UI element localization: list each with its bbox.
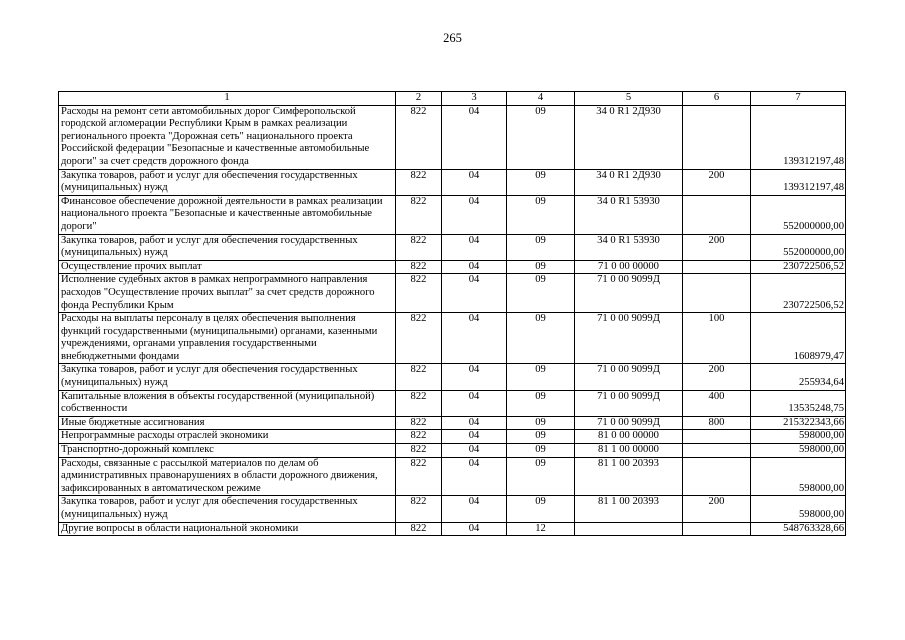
table-row (59, 522, 846, 536)
expense-type-cell (683, 444, 751, 458)
expense-type-cell: 200 (683, 496, 751, 522)
grbs-code-cell: 822 (396, 457, 442, 496)
grbs-code-cell: 822 (396, 522, 442, 536)
expense-type-cell (683, 195, 751, 234)
target-article-cell: 81 0 00 00000 (575, 430, 683, 444)
amount-cell: 598000,00 (751, 496, 846, 522)
expense-type-cell: 100 (683, 313, 751, 364)
table-row (59, 457, 846, 496)
grbs-code-cell: 822 (396, 390, 442, 416)
target-article-cell: 71 0 00 00000 (575, 260, 683, 274)
subsection-code-cell: 09 (507, 364, 575, 390)
target-article-cell: 81 1 00 20393 (575, 457, 683, 496)
table-row (59, 313, 846, 364)
expense-type-cell (683, 274, 751, 313)
expense-type-cell (683, 260, 751, 274)
header-cell: 7 (751, 92, 846, 106)
subsection-code-cell: 09 (507, 496, 575, 522)
table-row (59, 416, 846, 430)
section-code-cell: 04 (442, 169, 507, 195)
subsection-code-cell: 09 (507, 234, 575, 260)
subsection-code-cell: 12 (507, 522, 575, 536)
target-article-cell: 71 0 00 9099Д (575, 416, 683, 430)
amount-cell: 215322343,66 (751, 416, 846, 430)
target-article-cell: 71 0 00 9099Д (575, 313, 683, 364)
section-code-cell: 04 (442, 522, 507, 536)
item-name-cell: Исполнение судебных актов в рамках непрограммного направления расходов "Осуществление прочих выплат" за счет средств дорожного фонда Республики Крым (59, 274, 396, 313)
target-article-cell: 34 0 R1 53930 (575, 195, 683, 234)
expense-type-cell: 800 (683, 416, 751, 430)
amount-cell: 1608979,47 (751, 313, 846, 364)
amount-cell: 230722506,52 (751, 274, 846, 313)
subsection-code-cell: 09 (507, 313, 575, 364)
grbs-code-cell: 822 (396, 416, 442, 430)
subsection-code-cell: 09 (507, 195, 575, 234)
expense-type-cell: 200 (683, 234, 751, 260)
item-name-cell: Расходы на ремонт сети автомобильных дорог Симферопольской городской агломерации Республики Крым в рамках реализации регионального проекта "Дорожная сеть" национального проекта Российской федерации "Безопасные и качественные автомобильные дороги" за счет средств дорожного фонда (59, 105, 396, 169)
item-name-cell: Осуществление прочих выплат (59, 260, 396, 274)
grbs-code-cell: 822 (396, 169, 442, 195)
section-code-cell: 04 (442, 430, 507, 444)
header-row (59, 92, 846, 106)
grbs-code-cell: 822 (396, 430, 442, 444)
subsection-code-cell: 09 (507, 390, 575, 416)
target-article-cell: 34 0 R1 53930 (575, 234, 683, 260)
target-article-cell: 81 1 00 20393 (575, 496, 683, 522)
section-code-cell: 04 (442, 390, 507, 416)
section-code-cell: 04 (442, 496, 507, 522)
section-code-cell: 04 (442, 274, 507, 313)
section-code-cell: 04 (442, 234, 507, 260)
section-code-cell: 04 (442, 444, 507, 458)
expense-type-cell (683, 105, 751, 169)
budget-table (58, 91, 846, 536)
subsection-code-cell: 09 (507, 444, 575, 458)
grbs-code-cell: 822 (396, 496, 442, 522)
amount-cell: 548763328,66 (751, 522, 846, 536)
subsection-code-cell: 09 (507, 430, 575, 444)
page-number: 265 (443, 31, 462, 45)
item-name-cell: Расходы, связанные с рассылкой материалов по делам об административных правонарушениях в области дорожного движения, зафиксированных в автоматическом режиме (59, 457, 396, 496)
amount-cell: 139312197,48 (751, 169, 846, 195)
item-name-cell: Закупка товаров, работ и услуг для обеспечения государственных (муниципальных) нужд (59, 169, 396, 195)
item-name-cell: Иные бюджетные ассигнования (59, 416, 396, 430)
item-name-cell: Другие вопросы в области национальной экономики (59, 522, 396, 536)
subsection-code-cell: 09 (507, 457, 575, 496)
grbs-code-cell: 822 (396, 105, 442, 169)
amount-cell: 598000,00 (751, 444, 846, 458)
amount-cell: 139312197,48 (751, 105, 846, 169)
subsection-code-cell: 09 (507, 169, 575, 195)
subsection-code-cell: 09 (507, 416, 575, 430)
header-cell: 6 (683, 92, 751, 106)
section-code-cell: 04 (442, 364, 507, 390)
table-row (59, 430, 846, 444)
table-row (59, 234, 846, 260)
item-name-cell: Расходы на выплаты персоналу в целях обеспечения выполнения функций государственными (муниципальными) органами, казенными учреждениями, органами управления государственными внебюджетными фондами (59, 313, 396, 364)
grbs-code-cell: 822 (396, 195, 442, 234)
target-article-cell: 71 0 00 9099Д (575, 274, 683, 313)
grbs-code-cell: 822 (396, 444, 442, 458)
expense-type-cell (683, 430, 751, 444)
item-name-cell: Транспортно-дорожный комплекс (59, 444, 396, 458)
section-code-cell: 04 (442, 416, 507, 430)
table-row (59, 260, 846, 274)
item-name-cell: Капитальные вложения в объекты государственной (муниципальной) собственности (59, 390, 396, 416)
section-code-cell: 04 (442, 195, 507, 234)
section-code-cell: 04 (442, 260, 507, 274)
header-cell: 3 (442, 92, 507, 106)
expense-type-cell: 400 (683, 390, 751, 416)
amount-cell: 552000000,00 (751, 195, 846, 234)
grbs-code-cell: 822 (396, 313, 442, 364)
item-name-cell: Закупка товаров, работ и услуг для обеспечения государственных (муниципальных) нужд (59, 234, 396, 260)
target-article-cell: 34 0 R1 2Д930 (575, 105, 683, 169)
section-code-cell: 04 (442, 457, 507, 496)
amount-cell: 230722506,52 (751, 260, 846, 274)
table-row (59, 105, 846, 169)
table-row (59, 195, 846, 234)
grbs-code-cell: 822 (396, 260, 442, 274)
target-article-cell: 34 0 R1 2Д930 (575, 169, 683, 195)
table-row (59, 169, 846, 195)
table-row (59, 364, 846, 390)
expense-type-cell: 200 (683, 169, 751, 195)
target-article-cell: 71 0 00 9099Д (575, 390, 683, 416)
item-name-cell: Финансовое обеспечение дорожной деятельности в рамках реализации национального проекта "Безопасные и качественные автомобильные дороги" (59, 195, 396, 234)
table-row (59, 274, 846, 313)
header-cell: 2 (396, 92, 442, 106)
target-article-cell (575, 522, 683, 536)
amount-cell: 598000,00 (751, 430, 846, 444)
amount-cell: 552000000,00 (751, 234, 846, 260)
table-row (59, 390, 846, 416)
section-code-cell: 04 (442, 313, 507, 364)
expense-type-cell: 200 (683, 364, 751, 390)
subsection-code-cell: 09 (507, 105, 575, 169)
amount-cell: 13535248,75 (751, 390, 846, 416)
grbs-code-cell: 822 (396, 234, 442, 260)
expense-type-cell (683, 522, 751, 536)
header-cell: 4 (507, 92, 575, 106)
header-cell: 1 (59, 92, 396, 106)
target-article-cell: 71 0 00 9099Д (575, 364, 683, 390)
expense-type-cell (683, 457, 751, 496)
amount-cell: 598000,00 (751, 457, 846, 496)
table-row (59, 496, 846, 522)
grbs-code-cell: 822 (396, 364, 442, 390)
item-name-cell: Закупка товаров, работ и услуг для обеспечения государственных (муниципальных) нужд (59, 364, 396, 390)
subsection-code-cell: 09 (507, 260, 575, 274)
header-cell: 5 (575, 92, 683, 106)
section-code-cell: 04 (442, 105, 507, 169)
item-name-cell: Закупка товаров, работ и услуг для обеспечения государственных (муниципальных) нужд (59, 496, 396, 522)
amount-cell: 255934,64 (751, 364, 846, 390)
item-name-cell: Непрограммные расходы отраслей экономики (59, 430, 396, 444)
table-row (59, 444, 846, 458)
grbs-code-cell: 822 (396, 274, 442, 313)
target-article-cell: 81 1 00 00000 (575, 444, 683, 458)
subsection-code-cell: 09 (507, 274, 575, 313)
